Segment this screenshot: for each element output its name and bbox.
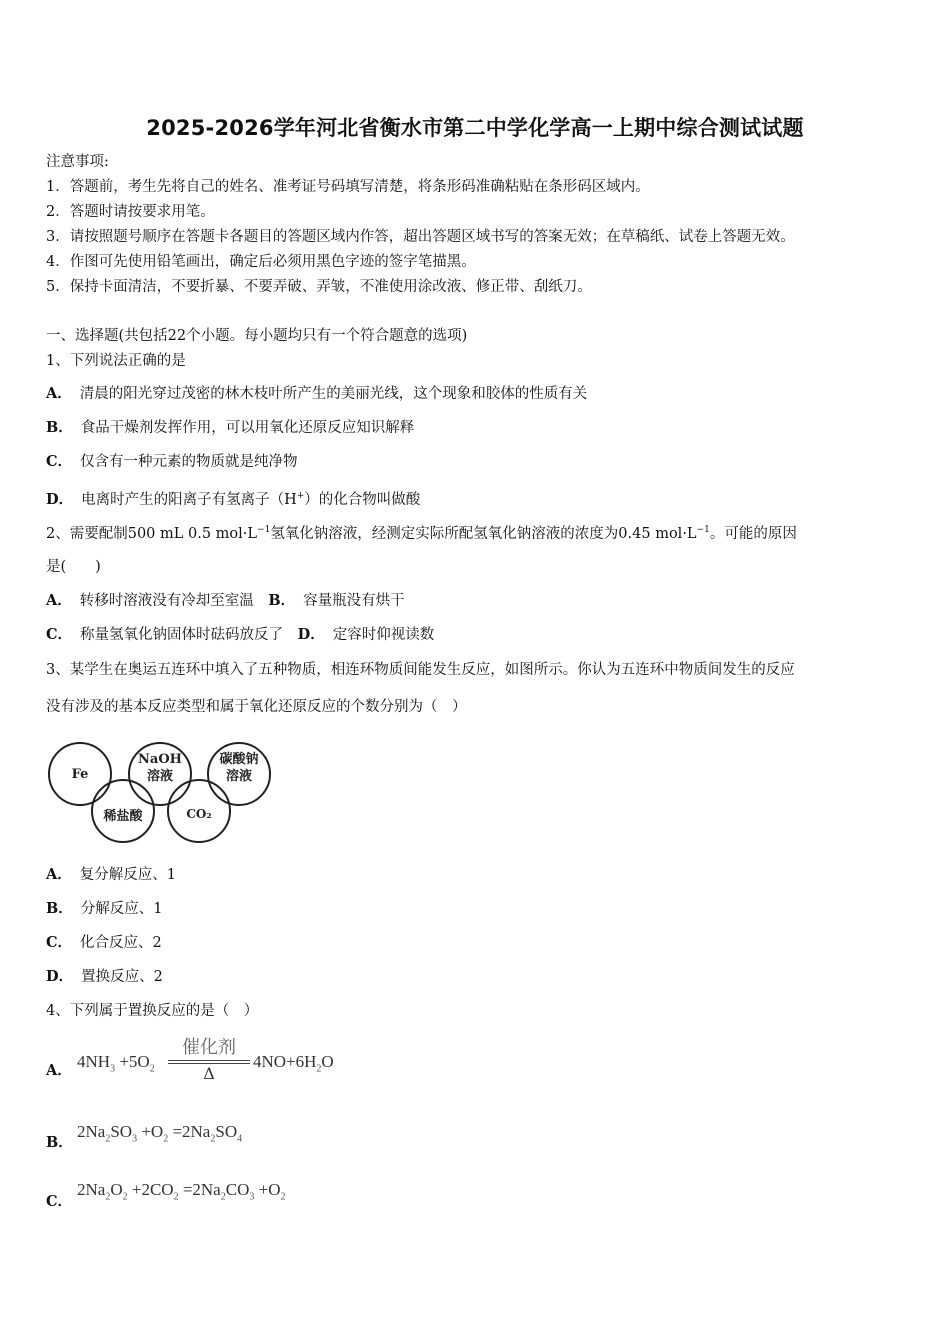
heat-symbol: Δ [203,1064,215,1083]
section-heading: 一、选择题(共包括22个小题。每小题均只有一个符合题意的选项) [46,328,468,344]
q1-option-c [46,452,298,472]
q1-option-b-label: B． [46,419,73,436]
ring-label-fe: Fe [71,767,89,782]
notice-item-4: 4．作图可先使用铅笔画出，确定后必须用黑色字迹的签字笔描黑。 [46,254,476,270]
q3-option-d-text: 置换反应、2 [81,969,163,985]
q2-option-c-label: C． [46,626,73,643]
ring-label-na2co3-2: 溶液 [225,769,253,784]
q1-option-c-text: 仅含有一种元素的物质就是纯净物 [80,454,298,470]
q2-stem-c: 。可能的原因 [709,525,797,542]
q1-option-a-label: A． [46,385,72,402]
q3-option-a [46,865,176,885]
q1-option-d-tail: ）的化合物叫做酸 [304,491,421,508]
q2-stem-b: 氢氧化钠溶液，经测定实际所配氢氧化钠溶液的浓度为0.45 mol·L [270,525,697,542]
q3-option-c-text: 化合反应、2 [80,935,162,951]
ring-label-naoh-2: 溶液 [146,769,174,784]
q3-option-b [46,899,163,919]
notice-item-3: 3．请按照题号顺序在答题卡各题目的答题区域内作答，超出答题区域书写的答案无效；在草稿纸、试卷上答题无效。 [46,229,795,245]
q1-stem: 1、下列说法正确的是 [46,353,186,369]
q2-option-a-text: 转移时溶液没有冷却至室温 [79,593,254,609]
q3-option-a-label: A． [46,866,72,883]
q2-options-cd [46,625,434,645]
q4-option-a-label: A． [46,1062,72,1079]
q2-sup-2: −1 [696,525,710,535]
q2-option-d-label: D． [297,626,325,643]
q2-options-ab [46,591,405,611]
q1-option-d-label: D． [46,490,74,508]
q1-option-a-text: 清晨的阳光穿过茂密的林木枝叶所产生的美丽光线，这个现象和胶体的性质有关 [79,386,588,402]
catalyst-label: 催化剂 [182,1037,236,1058]
q3-option-a-text: 复分解反应、1 [79,867,176,883]
q4-equation-a-right: $4NO+6H_2O$ [253,1052,334,1075]
notice-item-1: 1．答题前，考生先将自己的姓名、准考证号码填写清楚，将条形码准确粘贴在条形码区域内。 [46,179,650,195]
q1-option-a [46,384,587,404]
q3-option-b-text: 分解反应、1 [80,901,163,917]
q1-option-b-text: 食品干燥剂发挥作用，可以用氧化还原反应知识解释 [80,420,415,436]
q1-option-c-label: C． [46,453,73,470]
ring-label-na2co3-1: 碳酸钠 [219,752,259,767]
notice-item-5: 5．保持卡面清洁，不要折暴、不要弄破、弄皱，不准使用涂改液、修正带、刮纸刀。 [46,279,592,295]
q4-equation-a-left: $4NH_3 +5O_2$ [77,1052,155,1075]
q1-option-d-text: 电离时产生的阳离子有氢离子（H [81,491,297,508]
five-rings-diagram [44,736,276,846]
q3-stem-line1: 3、某学生在奥运五连环中填入了五种物质，相连环物质间能发生反应，如图所示。你认为五连环中物质间发生的反应 [46,662,795,678]
q3-option-c-label: C． [46,934,73,951]
q3-option-d-label: D． [46,968,74,985]
q2-stem [46,520,797,544]
q2-option-b-label: B． [268,592,296,609]
q2-sup-1: −1 [257,525,271,535]
q4-option-c-label: C． [46,1193,73,1210]
q2-option-b-text: 容量瓶没有烘干 [303,593,405,609]
q4-option-b-label: B． [46,1134,73,1151]
q2-option-d-text: 定容时仰视读数 [332,627,435,643]
q2-option-a-label: A． [46,592,72,609]
q3-option-d [46,967,163,987]
q2-stem-a: 2、需要配制500 mL 0.5 mol·L [46,525,258,542]
q4-equation-b: $2Na_2SO_3 +O_2 =2Na_2SO_4$ [77,1122,243,1145]
notice-item-2: 2．答题时请按要求用笔。 [46,204,215,220]
q1-option-b [46,418,414,438]
equals-bar-top [168,1060,250,1061]
q1-option-d [46,486,420,510]
ring-label-hcl: 稀盐酸 [103,809,143,824]
q2-option-c-text: 称量氢氧化钠固体时砝码放反了 [80,627,284,643]
q3-stem-line2: 没有涉及的基本反应类型和属于氧化还原反应的个数分别为（ ） [46,699,467,715]
q4-equation-c: $2Na_2O_2 +2CO_2 =2Na_2CO_3 +O_2$ [77,1180,286,1203]
q2-stem-line2: 是( ) [46,559,101,575]
q4-stem: 4、下列属于置换反应的是（ ） [46,1003,259,1019]
q1-option-d-sup: + [296,491,305,501]
ring-label-naoh-1: NaOH [138,752,182,767]
page-title: 2025-2026学年河北省衡水市第二中学化学高一上期中综合测试试题 [146,116,804,140]
ring-label-co2: CO₂ [186,807,212,821]
notice-heading: 注意事项: [46,154,109,170]
q3-option-b-label: B． [46,900,73,917]
q4-equation-a-condition [168,1033,250,1083]
q3-option-c [46,933,162,953]
